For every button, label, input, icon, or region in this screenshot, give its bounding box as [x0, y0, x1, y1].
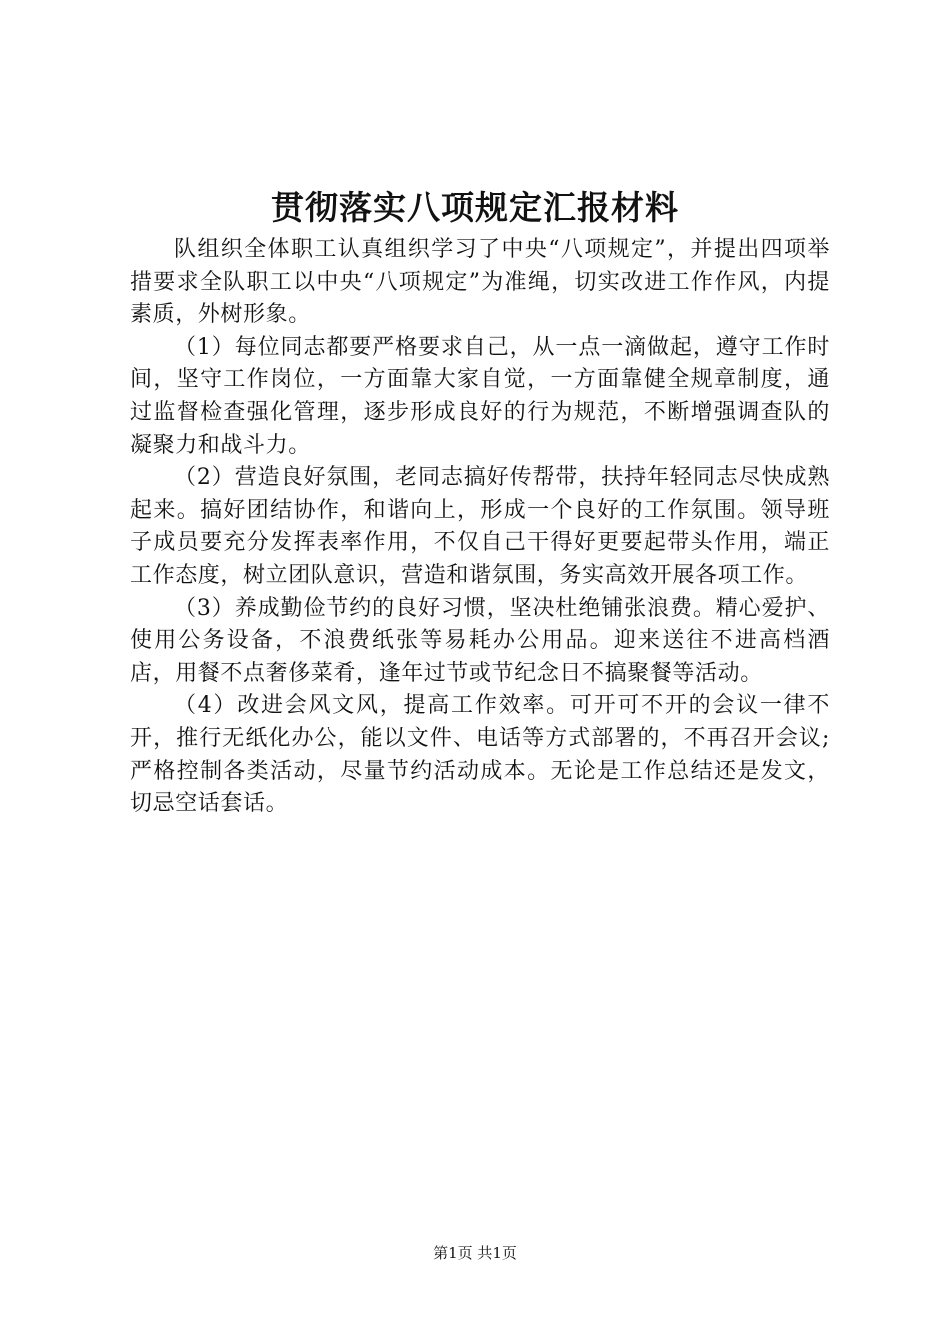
page-footer: 第1页 共1页	[433, 1244, 517, 1262]
paragraph-item-1: （1）每位同志都要严格要求自己，从一点一滴做起，遵守工作时间，坚守工作岗位，一方面靠大家自觉，一方面靠健全规章制度，通过监督检查强化管理，逐步形成良好的行为规范，不断增强调查队的凝聚力和战斗力。	[130, 334, 830, 458]
paragraph-item-3: （3）养成勤俭节约的良好习惯，坚决杜绝铺张浪费。精心爱护、使用公务设备，不浪费纸张等易耗办公用品。迎来送往不进高档酒店，用餐不点奢侈菜肴，逢年过节或节纪念日不搞聚餐等活动。	[130, 595, 830, 686]
paragraph-item-2: （2）营造良好氛围，老同志搞好传帮带，扶持年轻同志尽快成熟起来。搞好团结协作，和谐向上，形成一个良好的工作氛围。领导班子成员要充分发挥表率作用，不仅自己干得好更要起带头作用，端正工作态度，树立团队意识，营造和谐氛围，务实高效开展各项工作。	[130, 465, 830, 588]
paragraph-intro: 队组织全体职工认真组织学习了中央“八项规定”，并提出四项举措要求全队职工以中央“八项规定”为准绳，切实改进工作作风，内提素质，外树形象。	[130, 237, 830, 328]
document-title: 贯彻落实八项规定汇报材料	[271, 188, 679, 227]
document-body	[130, 234, 830, 821]
paragraph-item-4: （4）改进会风文风，提高工作效率。可开可不开的会议一律不开，推行无纸化办公，能以文件、电话等方式部署的，不再召开会议;严格控制各类活动，尽量节约活动成本。无论是工作总结还是发文，切忌空话套话。	[130, 693, 830, 817]
